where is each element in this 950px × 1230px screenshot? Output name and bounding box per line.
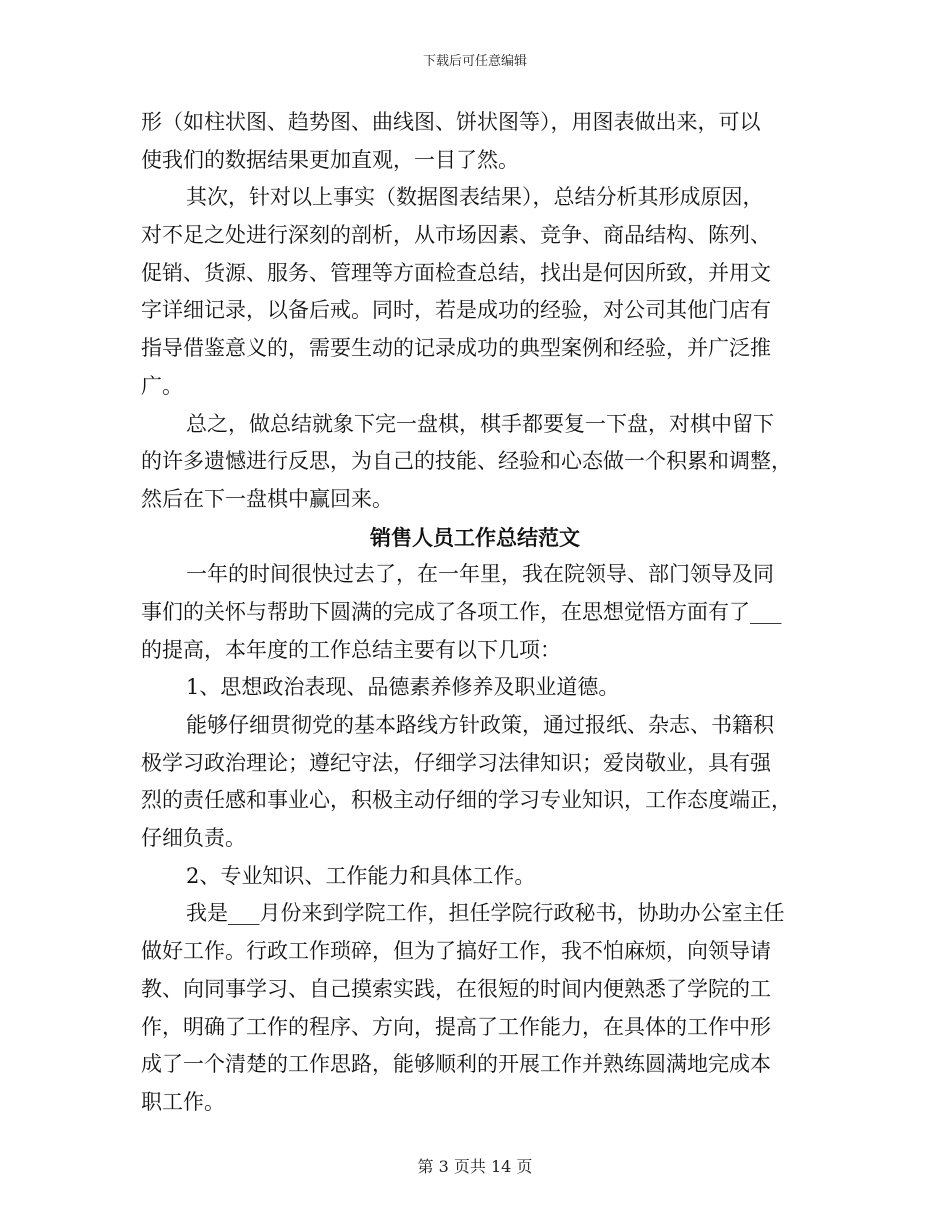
text-line: 仔细负责。 — [141, 826, 246, 851]
text-line: 形（如柱状图、趋势图、曲线图、饼状图等），用图表做出来，可以 — [141, 110, 761, 134]
text-line: 成了一个清楚的工作思路，能够顺利的开展工作并熟练圆满地完成本 — [141, 1052, 771, 1077]
text-line: 字详细记录，以备后戒。同时，若是成功的经验，对公司其他门店有 — [141, 298, 771, 323]
text-line: 极学习政治理论；遵纪守法，仔细学习法律知识；爱岗敬业，具有强 — [141, 750, 771, 775]
text-line: 事们的关怀与帮助下圆满的完成了各项工作，在思想觉悟方面有了___ — [141, 599, 782, 624]
paragraph-start-line: 其次，针对以上事实（数据图表结果），总结分析其形成原因， — [186, 185, 764, 210]
document-body — [141, 104, 809, 1122]
text-line: 的提高，本年度的工作总结主要有以下几项： — [141, 637, 561, 662]
text-line: 使我们的数据结果更加直观，一目了然。 — [141, 147, 519, 172]
paragraph-start-line: 我是___月份来到学院工作，担任学院行政秘书，协助办公室主任 — [186, 901, 785, 926]
text-line: 职工作。 — [141, 1089, 225, 1114]
text-line: 的许多遗憾进行反思，为自己的技能、经验和心态做一个积累和调整， — [141, 449, 792, 474]
page-footer: 第 3 页共 14 页 — [417, 1157, 533, 1176]
paragraph-start-line: 总之，做总结就象下完一盘棋，棋手都要复一下盘，对棋中留下 — [186, 411, 774, 436]
page-header: 下载后可任意编辑 — [422, 54, 527, 69]
section-title: 销售人员工作总结范文 — [370, 524, 580, 550]
numbered-heading: 1、思想政治表现、品德素养修养及职业道德。 — [186, 675, 620, 700]
text-line: 指导借鉴意义的，需要生动的记录成功的典型案例和经验，并广泛推 — [141, 336, 771, 361]
numbered-heading: 2、专业知识、工作能力和具体工作。 — [186, 863, 536, 888]
paragraph-start-line: 一年的时间很快过去了，在一年里，我在院领导、部门领导及同 — [186, 562, 774, 587]
text-line: 烈的责任感和事业心，积极主动仔细的学习专业知识，工作态度端正， — [141, 788, 792, 813]
paragraph-start-line: 能够仔细贯彻党的基本路线方针政策，通过报纸、杂志、书籍积 — [186, 713, 774, 737]
text-line: 做好工作。行政工作琐碎，但为了搞好工作，我不怕麻烦，向领导请 — [141, 939, 771, 964]
text-line: 对不足之处进行深刻的剖析，从市场因素、竞争、商品结构、陈列、 — [141, 223, 771, 248]
text-line: 广。 — [141, 373, 183, 398]
text-line: 然后在下一盘棋中赢回来。 — [141, 486, 393, 511]
text-line: 促销、货源、服务、管理等方面检查总结，找出是何因所致，并用文 — [141, 260, 771, 285]
text-line: 教、向同事学习、自己摸索实践，在很短的时间内便熟悉了学院的工 — [141, 976, 771, 1001]
text-line: 作，明确了工作的程序、方向，提高了工作能力，在具体的工作中形 — [141, 1014, 771, 1039]
